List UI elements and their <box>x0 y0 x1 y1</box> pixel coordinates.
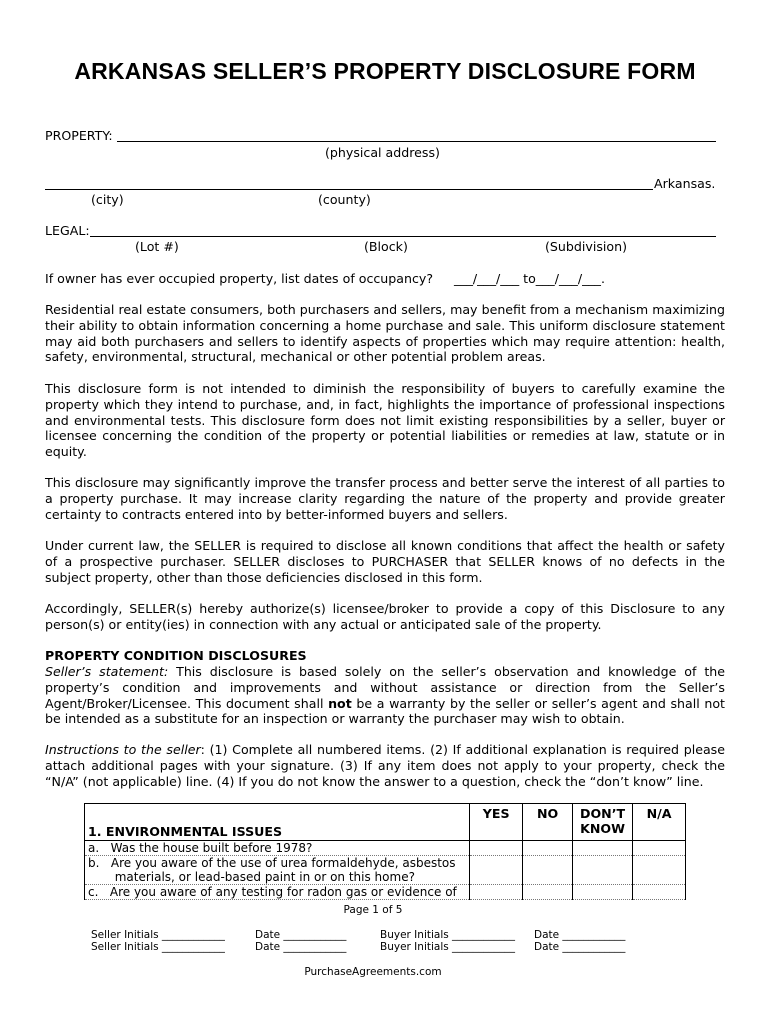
buyer-date-1[interactable]: Date ____________ <box>534 929 626 941</box>
seller-date-1[interactable]: Date ____________ <box>255 929 347 941</box>
paragraph-responsibility: This disclosure form is not intended to diminish the responsibility of buyers to carefully examine the property which they intend to purchase, and, in fact, highlights the importance of professional inspections and environmental tests. This disclosure form does not limit existing responsibilities by a seller, buyer or licensee concerning the condition of the property or potential liabilities or remedies at law, statute or in equity. <box>45 381 725 460</box>
col-na-header: N/A <box>633 804 686 841</box>
answer-no-cell[interactable] <box>523 856 573 885</box>
answer-na-cell[interactable] <box>633 856 686 885</box>
subdivision-caption: (Subdivision) <box>545 239 627 254</box>
answer-no-cell[interactable] <box>523 885 573 900</box>
instructions-to-seller <box>45 742 725 789</box>
answer-dont-know-cell[interactable] <box>573 885 633 900</box>
buyer-initials-1[interactable]: Buyer Initials ____________ <box>380 929 516 941</box>
property-label: PROPERTY: <box>45 128 113 143</box>
seller-initials-1[interactable]: Seller Initials ____________ <box>91 929 225 941</box>
county-caption: (county) <box>318 192 371 207</box>
document-title: ARKANSAS SELLER’S PROPERTY DISCLOSURE FORM <box>74 58 696 84</box>
seller-date-2[interactable]: Date ____________ <box>255 941 347 953</box>
page-number: Page 1 of 5 <box>343 904 403 916</box>
table-row <box>85 856 686 885</box>
answer-yes-cell[interactable] <box>470 885 523 900</box>
col-yes-header: YES <box>470 804 523 841</box>
answer-dont-know-cell[interactable] <box>573 856 633 885</box>
state-suffix: Arkansas. <box>654 176 716 191</box>
question-cell: b. Are you aware of the use of urea formaldehyde, asbestos materials, or lead-based paint in or on this home? <box>85 856 470 885</box>
table-header-row <box>85 804 686 841</box>
occupancy-question: If owner has ever occupied property, list dates of occupancy? <box>45 271 434 286</box>
answer-na-cell[interactable] <box>633 885 686 900</box>
col-dont-know-header: DON’T KNOW <box>573 804 633 841</box>
environmental-issues-table <box>84 803 686 900</box>
site-footer: PurchaseAgreements.com <box>304 966 442 978</box>
answer-yes-cell[interactable] <box>470 841 523 856</box>
section-title: 1. ENVIRONMENTAL ISSUES <box>85 804 470 841</box>
buyer-initials-2[interactable]: Buyer Initials ____________ <box>380 941 516 953</box>
question-cell: a. Was the house built before 1978? <box>85 841 470 856</box>
paragraph-transfer: This disclosure may significantly improve the transfer process and better serve the interest of all parties to a property purchase. It may increase clarity regarding the nature of the property and provide greater certainty to contracts entered into by better-informed buyers and sellers. <box>45 475 725 522</box>
buyer-date-2[interactable]: Date ____________ <box>534 941 626 953</box>
sellers-statement-label: Seller’s statement: <box>45 664 169 679</box>
answer-yes-cell[interactable] <box>470 856 523 885</box>
paragraph-current-law: Under current law, the SELLER is required to disclose all known conditions that affect the health or safety of a prospective purchaser. SELLER discloses to PURCHASER that SELLER knows of no defects in the subject property, other than those deficiencies disclosed in this form. <box>45 538 725 585</box>
property-address-line[interactable] <box>117 141 716 142</box>
paragraph-consumers: Residential real estate consumers, both purchasers and sellers, may benefit from a mechanism maximizing their ability to obtain information concerning a home purchase and sale. This uniform disclosure statement may aid both purchasers and sellers to identify aspects of properties which may require attention: health, safety, environmental, structural, mechanical or other potential problem areas. <box>45 302 725 365</box>
city-county-line[interactable] <box>45 189 653 190</box>
instructions-label: Instructions to the seller <box>45 742 201 757</box>
answer-na-cell[interactable] <box>633 841 686 856</box>
question-cell: c. Are you aware of any testing for radon gas or evidence of <box>85 885 470 900</box>
paragraph-authorization: Accordingly, SELLER(s) hereby authorize(s) licensee/broker to provide a copy of this Disclosure to any person(s) or entity(ies) in connection with any actual or anticipated sale of the property. <box>45 601 725 632</box>
answer-no-cell[interactable] <box>523 841 573 856</box>
instructions-text: : (1) Complete all numbered items. (2) If additional explanation is required please attach additional pages with your signature. (3) If any item does not apply to your property, check the “N/A” (not applicable) line. (4) If you do not know the answer to a question, check the “don’t know” line. <box>45 742 725 789</box>
sellers-statement <box>45 664 725 727</box>
legal-line[interactable] <box>90 236 716 237</box>
lot-caption: (Lot #) <box>135 239 179 254</box>
sellers-statement-not: not <box>328 695 352 711</box>
occupancy-dates-field[interactable]: ___/___/___ to___/___/___. <box>454 271 605 286</box>
sellers-statement-text-a: This disclosure is based solely on the seller’s observation and knowledge of the property’s condition and improvements and without assistance or direction from the Seller’s Agent/Broker/Licensee. This document shall <box>45 664 725 711</box>
physical-address-caption: (physical address) <box>325 145 440 160</box>
city-caption: (city) <box>91 192 124 207</box>
table-row <box>85 841 686 856</box>
answer-dont-know-cell[interactable] <box>573 841 633 856</box>
col-no-header: NO <box>523 804 573 841</box>
block-caption: (Block) <box>364 239 408 254</box>
seller-initials-2[interactable]: Seller Initials ____________ <box>91 941 225 953</box>
condition-heading: PROPERTY CONDITION DISCLOSURES <box>45 648 307 663</box>
legal-label: LEGAL: <box>45 223 90 238</box>
sellers-statement-text-b: be a warranty by the seller or seller’s agent and shall not be intended as a substitute for an inspection or warranty the purchaser may wish to obtain. <box>45 695 725 727</box>
table-row <box>85 885 686 900</box>
